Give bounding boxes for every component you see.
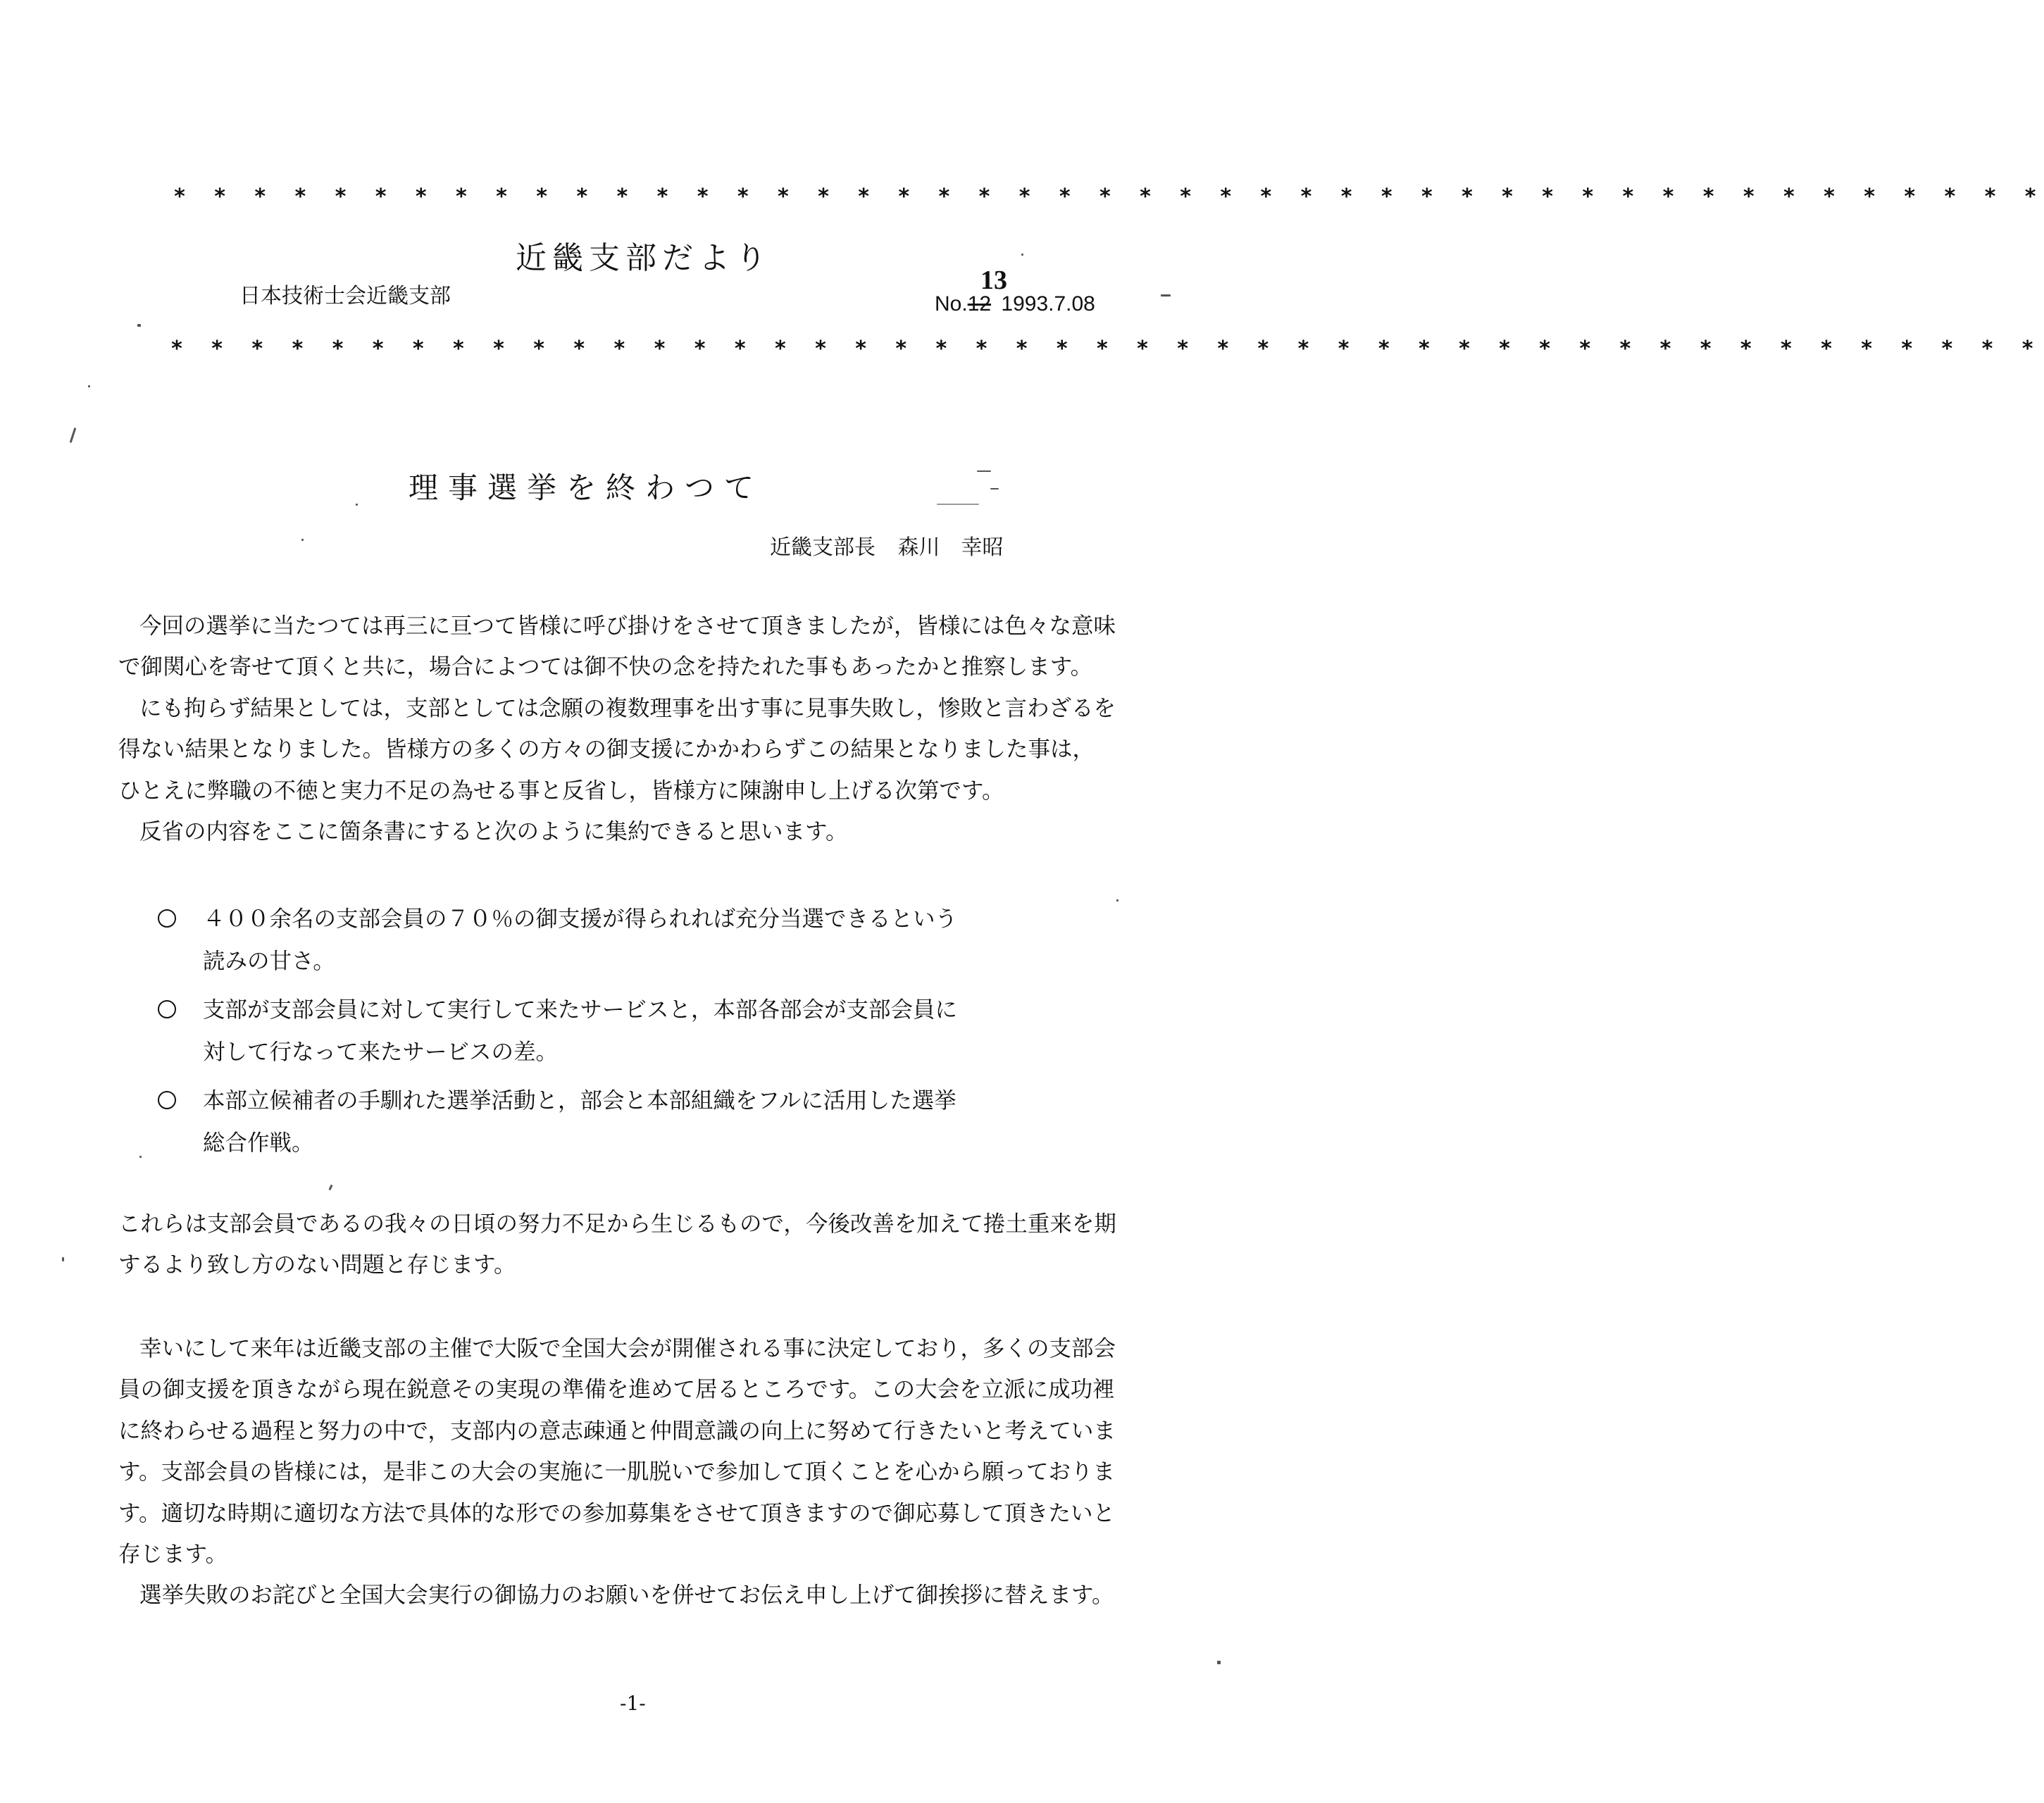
bullet-item [158, 898, 1073, 990]
scan-speck [328, 1185, 332, 1191]
scan-speck [1021, 254, 1023, 256]
issue-prefix: No. [935, 292, 968, 316]
scan-speck [88, 385, 90, 387]
paragraph-line: す。支部会員の皆様には，是非この大会の実施に一肌脱いで参加して頂くことを心から願っておりま [118, 1459, 1115, 1485]
bullet-line: ４００余名の支部会員の７０％の御支援が得られれば充分当選できるという [203, 906, 958, 932]
organization-name: 日本技術士会近畿支部 [239, 284, 451, 308]
paragraph-line: するより致し方のない問題と存じます。 [118, 1252, 516, 1278]
paragraph-line: に終わらせる過程と努力の中で，支部内の意志疎通と仲間意識の向上に努めて行きたいと考えていま [118, 1418, 1116, 1444]
paragraph-line: す。適切な時期に適切な方法で具体的な形での参加募集をさせて頂きますので御応募して頂きたいと [118, 1500, 1115, 1526]
scan-speck [356, 504, 358, 506]
intro-paragraph [118, 606, 1175, 852]
bottom-star-border: * * * * * * * * * * * * * * * * * * * * * * * * * * * * * * * * * * * * * * * * * * * * * * * [170, 337, 2042, 361]
paragraph-line: 今回の選挙に当たつては再三に亘つて皆様に呼び掛けをさせて頂きましたが，皆様には色々な意味 [139, 613, 1116, 639]
scan-speck [990, 488, 999, 489]
scan-speck [937, 504, 979, 505]
paragraph-line: これらは支部会員であるの我々の日頃の努力不足から生じるもので，今後改善を加えて捲土重来を期 [118, 1211, 1116, 1237]
bullet-line: 総合作戦。 [203, 1130, 314, 1156]
author-line [770, 530, 1004, 561]
bullet-line: 本部立候補者の手馴れた選挙活動と，部会と本部組織をフルに活用した選挙 [203, 1088, 956, 1113]
author-name: 森川 幸昭 [897, 535, 1004, 560]
paragraph-line: 員の御支援を頂きながら現在鋭意その実現の準備を進めて居るところです。この大会を立派に成功裡 [118, 1377, 1115, 1403]
closing-paragraph [118, 1328, 1175, 1616]
issue-number-struck: 12 [967, 292, 992, 316]
scan-speck [301, 539, 304, 541]
paragraph-line: にも拘らず結果としては，支部としては念願の複数理事を出す事に見事失敗し，惨敗と言わざるを [139, 695, 1116, 721]
article-title: 理事選挙を終わつて [409, 470, 764, 505]
issue-line [935, 292, 1095, 316]
scan-speck [70, 428, 77, 443]
conclusion-paragraph [118, 1204, 1175, 1286]
newsletter-title: 近畿支部だより [516, 240, 772, 276]
scan-speck [1217, 1661, 1221, 1664]
page-number: -1- [620, 1692, 646, 1715]
scan-speck [977, 470, 991, 472]
bullet-line: 対して行なって来たサービスの差。 [203, 1040, 559, 1065]
scan-speck [137, 324, 141, 327]
issue-date: 1993.7.08 [1001, 292, 1095, 316]
paragraph-line: 存じます。 [118, 1542, 228, 1568]
top-star-border: * * * * * * * * * * * * * * * * * * * * * * * * * * * * * * * * * * * * * * * * * * * * * * * [173, 185, 2044, 209]
author-role: 近畿支部長 [770, 535, 875, 560]
bullet-item [158, 989, 1073, 1080]
bullet-line: 支部が支部会員に対して実行して来たサービスと，本部各部会が支部会員に [203, 997, 958, 1023]
bullet-line: 読みの甘さ。 [203, 949, 335, 974]
bullet-item [158, 1080, 1073, 1171]
circle-bullet-icon [158, 1091, 176, 1109]
paragraph-line: で御関心を寄せて頂くと共に，場合によつては御不快の念を持たれた事もあったかと推察します。 [118, 654, 1093, 680]
scan-speck [139, 1156, 142, 1158]
paragraph-line: 反省の内容をここに箇条書にすると次のように集約できると思います。 [139, 819, 848, 845]
scan-speck [1116, 899, 1118, 902]
circle-bullet-icon [158, 909, 176, 928]
scan-speck [62, 1257, 64, 1261]
paragraph-line: 選挙失敗のお詫びと全国大会実行の御協力のお願いを併せてお伝え申し上げて御挨拶に替えます。 [139, 1583, 1114, 1609]
paragraph-line: 幸いにして来年は近畿支部の主催で大阪で全国大会が開催される事に決定しており，多くの支部会 [139, 1336, 1116, 1361]
issue-number-correction: 13 [980, 266, 1007, 295]
circle-bullet-icon [158, 1000, 176, 1018]
scan-speck [1161, 294, 1171, 297]
paragraph-line: 得ない結果となりました。皆様方の多くの方々の御支援にかかわらずこの結果となりました事は， [118, 737, 1095, 763]
paragraph-line: ひとえに弊職の不徳と実力不足の為せる事と反省し，皆様方に陳謝申し上げる次第です。 [118, 778, 1004, 804]
